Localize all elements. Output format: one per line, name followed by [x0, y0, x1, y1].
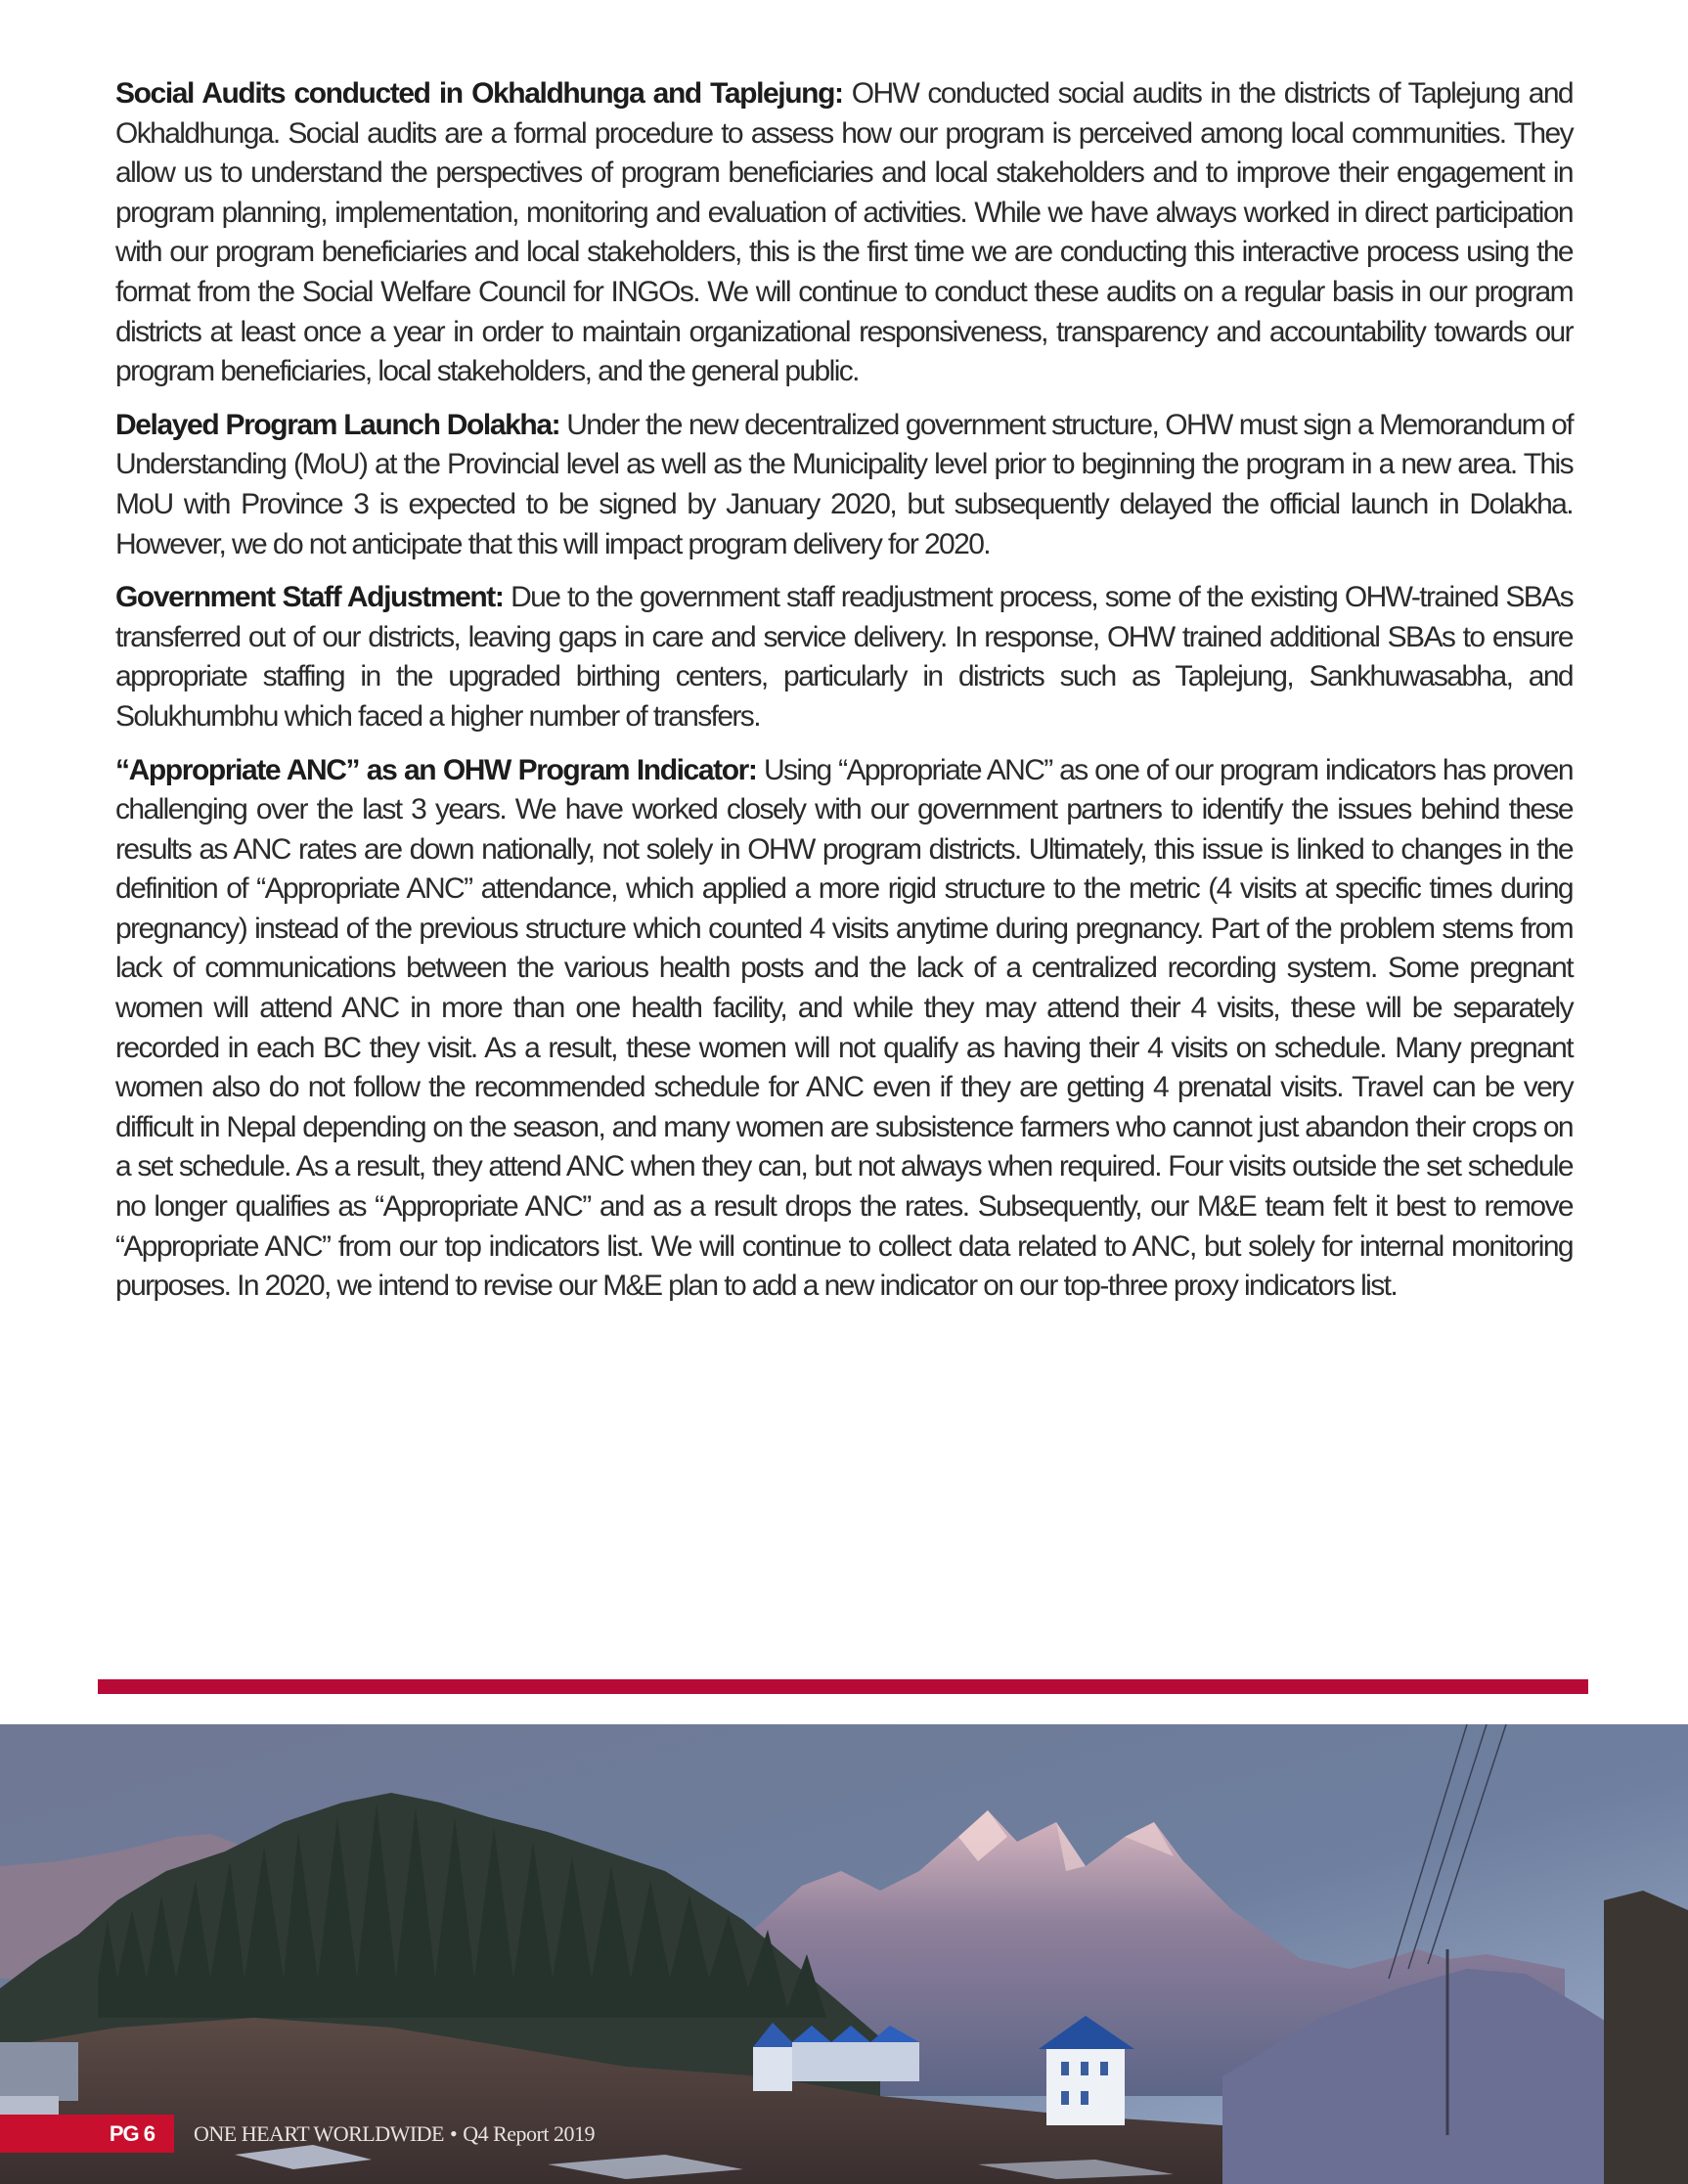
paragraph-body: Under the new decentralized government structure, OHW must sign a Memorandum of Understanding (MoU) at the Provincial level as well as the Municipality level prior to beginning the program in a new area. This MoU with Province 3 is expected to be signed by January 2020, but subsequently delayed the official launch in Dolakha. However, we do not anticipate that this will impact program delivery for 2020.: [115, 408, 1573, 560]
paragraph-heading: Government Staff Adjustment:: [115, 581, 504, 614]
footer-report-name: Q4 Report 2019: [463, 2121, 595, 2146]
page-number: PG 6: [109, 2120, 155, 2146]
paragraph-heading: Social Audits conducted in Okhaldhunga and Taplejung:: [115, 77, 843, 110]
paragraph-heading: Delayed Program Launch Dolakha:: [115, 408, 560, 441]
paragraph-heading: “Appropriate ANC” as an OHW Program Indicator:: [115, 753, 757, 786]
section-divider: [98, 1679, 1588, 1694]
page-number-tab: [0, 2115, 174, 2153]
landscape-photo: [0, 1724, 1688, 2184]
paragraph-body: Using “Appropriate ANC” as one of our program indicators has proven challenging over the last 3 years. We have worked closely with our government partners to identify the issues behind these results as ANC rates are down nationally, not solely in OHW program districts. Ultimately, this issue is linked to changes in the definition of “Appropriate ANC” attendance, which applied a more rigid structure to the metric (4 visits at specific times during pregnancy) instead of the previous structure which counted 4 visits anytime during pregnancy. Part of the problem stems from lack of communications between the various health posts and the lack of a centralized recording system. Some pregnant women will attend ANC in more than one health facility, and while they may attend their 4 visits, these will be separately recorded in each BC they visit. As a result, these women will not qualify as having their 4 visits on schedule. Many pregnant women also do not follow the recommended schedule for ANC even if they are getting 4 prenatal visits. Travel can be very difficult in Nepal depending on the season, and many women are subsistence farmers who cannot just abandon their crops on a set schedule. As a result, they attend ANC when they can, but not always when required. Four visits outside the set schedule no longer qualifies as “Appropriate ANC” and as a result drops the rates. Subsequently, our M&E team felt it best to remove “Appropriate ANC” from our top indicators list. We will continue to collect data related to ANC, but solely for internal monitoring purposes. In 2020, we intend to revise our M&E plan to add a new indicator on our top-three proxy indicators list.: [115, 753, 1573, 1303]
paragraph-delayed-launch: [115, 406, 1573, 564]
footer-separator: •: [450, 2121, 458, 2146]
footer-report-title: [194, 2117, 595, 2151]
paragraph-body: Due to the government staff readjustment process, some of the existing OHW-trained SBAs transferred out of our districts, leaving gaps in care and service delivery. In response, OHW trained additional SBAs to ensure appropriate staffing in the upgraded birthing centers, particularly in districts such as Taplejung, Sankhuwasabha, and Solukhumbhu which faced a higher number of transfers.: [115, 581, 1574, 733]
footer-org-name: ONE HEART WORLDWIDE: [194, 2121, 444, 2146]
paragraph-staff-adjustment: [115, 578, 1573, 736]
paragraph-appropriate-anc: [115, 751, 1573, 1307]
body-content: [115, 74, 1573, 1320]
paragraph-body: OHW conducted social audits in the districts of Taplejung and Okhaldhunga. Social audits are a formal procedure to assess how our program is perceived among local communities. They allow us to understand the perspectives of program beneficiaries and local stakeholders and to improve their engagement in program planning, implementation, monitoring and evaluation of activities. While we have always worked in direct participation with our program beneficiaries and local stakeholders, this is the first time we are conducting this interactive process using the format from the Social Welfare Council for INGOs. We will continue to conduct these audits on a regular basis in our program districts at least once a year in order to maintain organizational responsiveness, transparency and accountability towards our program beneficiaries, local stakeholders, and the general public.: [115, 77, 1573, 388]
paragraph-social-audits: [115, 74, 1573, 392]
